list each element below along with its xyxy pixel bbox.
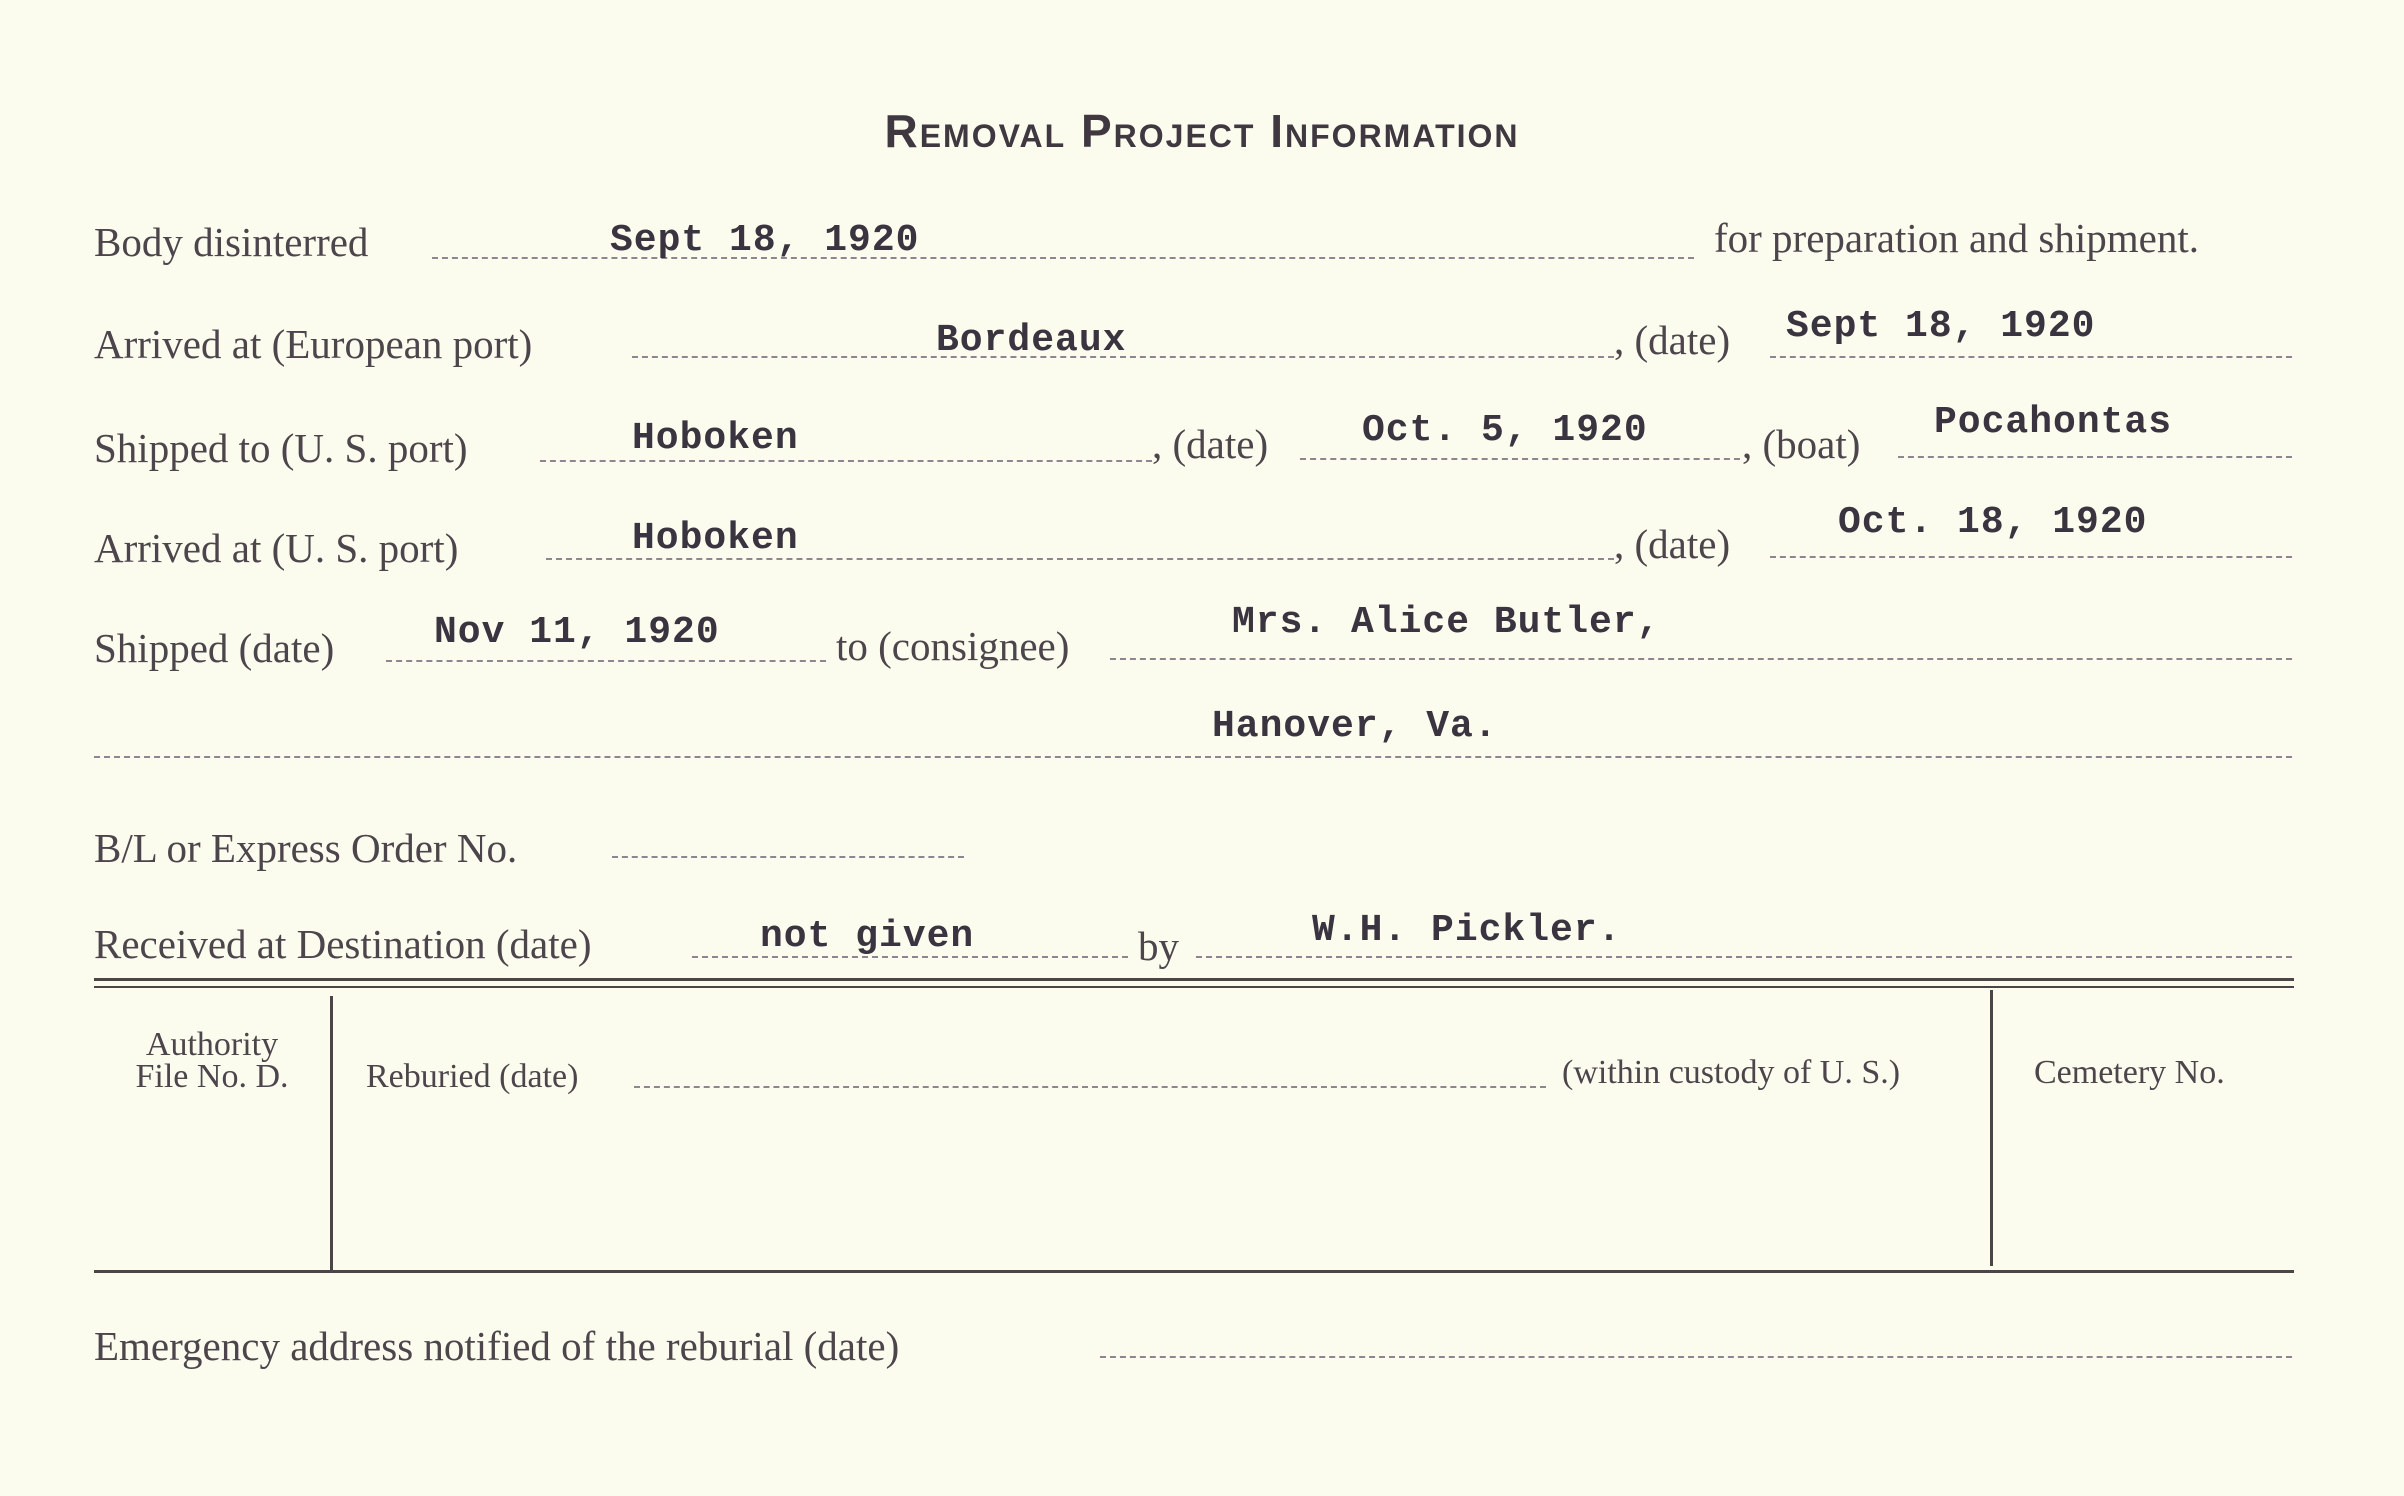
rule-top-2 (94, 986, 2294, 988)
shipped-us-date-label: , (date) (1152, 421, 1269, 467)
shipped-date-label: Shipped (date) (94, 625, 335, 671)
cemetery-label: Cemetery No. (2034, 1054, 2225, 1091)
reburied-line (634, 1086, 1546, 1088)
arrived-us-date: Oct. 18, 1920 (1838, 501, 2148, 544)
boat-label: , (boat) (1742, 421, 1861, 467)
rule-bottom (94, 1270, 2294, 1273)
consignee-line2: Hanover, Va. (1212, 705, 1498, 748)
page-title: Removal Project Information (884, 105, 1520, 157)
shipped-us-label: Shipped to (U. S. port) (94, 425, 468, 471)
emergency-line (1100, 1356, 2292, 1358)
by-label: by (1138, 923, 1179, 969)
arrived-european-value: Bordeaux (936, 319, 1127, 362)
by-value: W.H. Pickler. (1312, 909, 1622, 952)
authority-line1: Authority (145, 1026, 279, 1063)
column-divider-left (330, 996, 333, 1272)
arrived-european-date: Sept 18, 1920 (1786, 305, 2096, 348)
bl-label: B/L or Express Order No. (94, 825, 518, 871)
shipped-date-value: Nov 11, 1920 (434, 611, 720, 654)
consignee-line (1110, 658, 2292, 660)
authority-line2: File No. D. (135, 1058, 289, 1095)
shipped-us-date: Oct. 5, 1920 (1362, 409, 1648, 452)
received-value: not given (760, 915, 975, 958)
received-label: Received at Destination (date) (94, 921, 592, 967)
by-line (1196, 956, 2292, 958)
shipped-us-value: Hoboken (632, 417, 799, 460)
consignee-line1: Mrs. Alice Butler, (1232, 601, 1661, 644)
boat-value: Pocahontas (1934, 401, 2173, 444)
boat-line (1898, 456, 2292, 458)
arrived-us-label: Arrived at (U. S. port) (94, 525, 459, 571)
arrived-us-date-label: , (date) (1614, 521, 1731, 567)
reburied-label: Reburied (date) (366, 1058, 579, 1095)
body-disinterred-value: Sept 18, 1920 (610, 219, 920, 262)
rule-top (94, 978, 2294, 981)
consignee-line-2 (94, 756, 2292, 758)
arrived-us-value: Hoboken (632, 517, 799, 560)
shipped-us-line (540, 460, 1152, 462)
emergency-label: Emergency address notified of the reburial (date) (94, 1323, 900, 1369)
bl-line (612, 856, 964, 858)
shipped-us-date-line (1300, 458, 1740, 460)
arrived-us-date-line (1770, 556, 2292, 558)
body-disinterred-suffix: for preparation and shipment. (1714, 215, 2200, 261)
consignee-label: to (consignee) (836, 623, 1070, 669)
shipped-date-line (386, 660, 826, 662)
arrived-european-date-line (1770, 356, 2292, 358)
column-divider-right (1990, 990, 1993, 1266)
arrived-european-label: Arrived at (European port) (94, 321, 533, 367)
arrived-european-date-label: , (date) (1614, 317, 1731, 363)
custody-label: (within custody of U. S.) (1562, 1054, 1901, 1091)
body-disinterred-label: Body disinterred (94, 219, 369, 265)
